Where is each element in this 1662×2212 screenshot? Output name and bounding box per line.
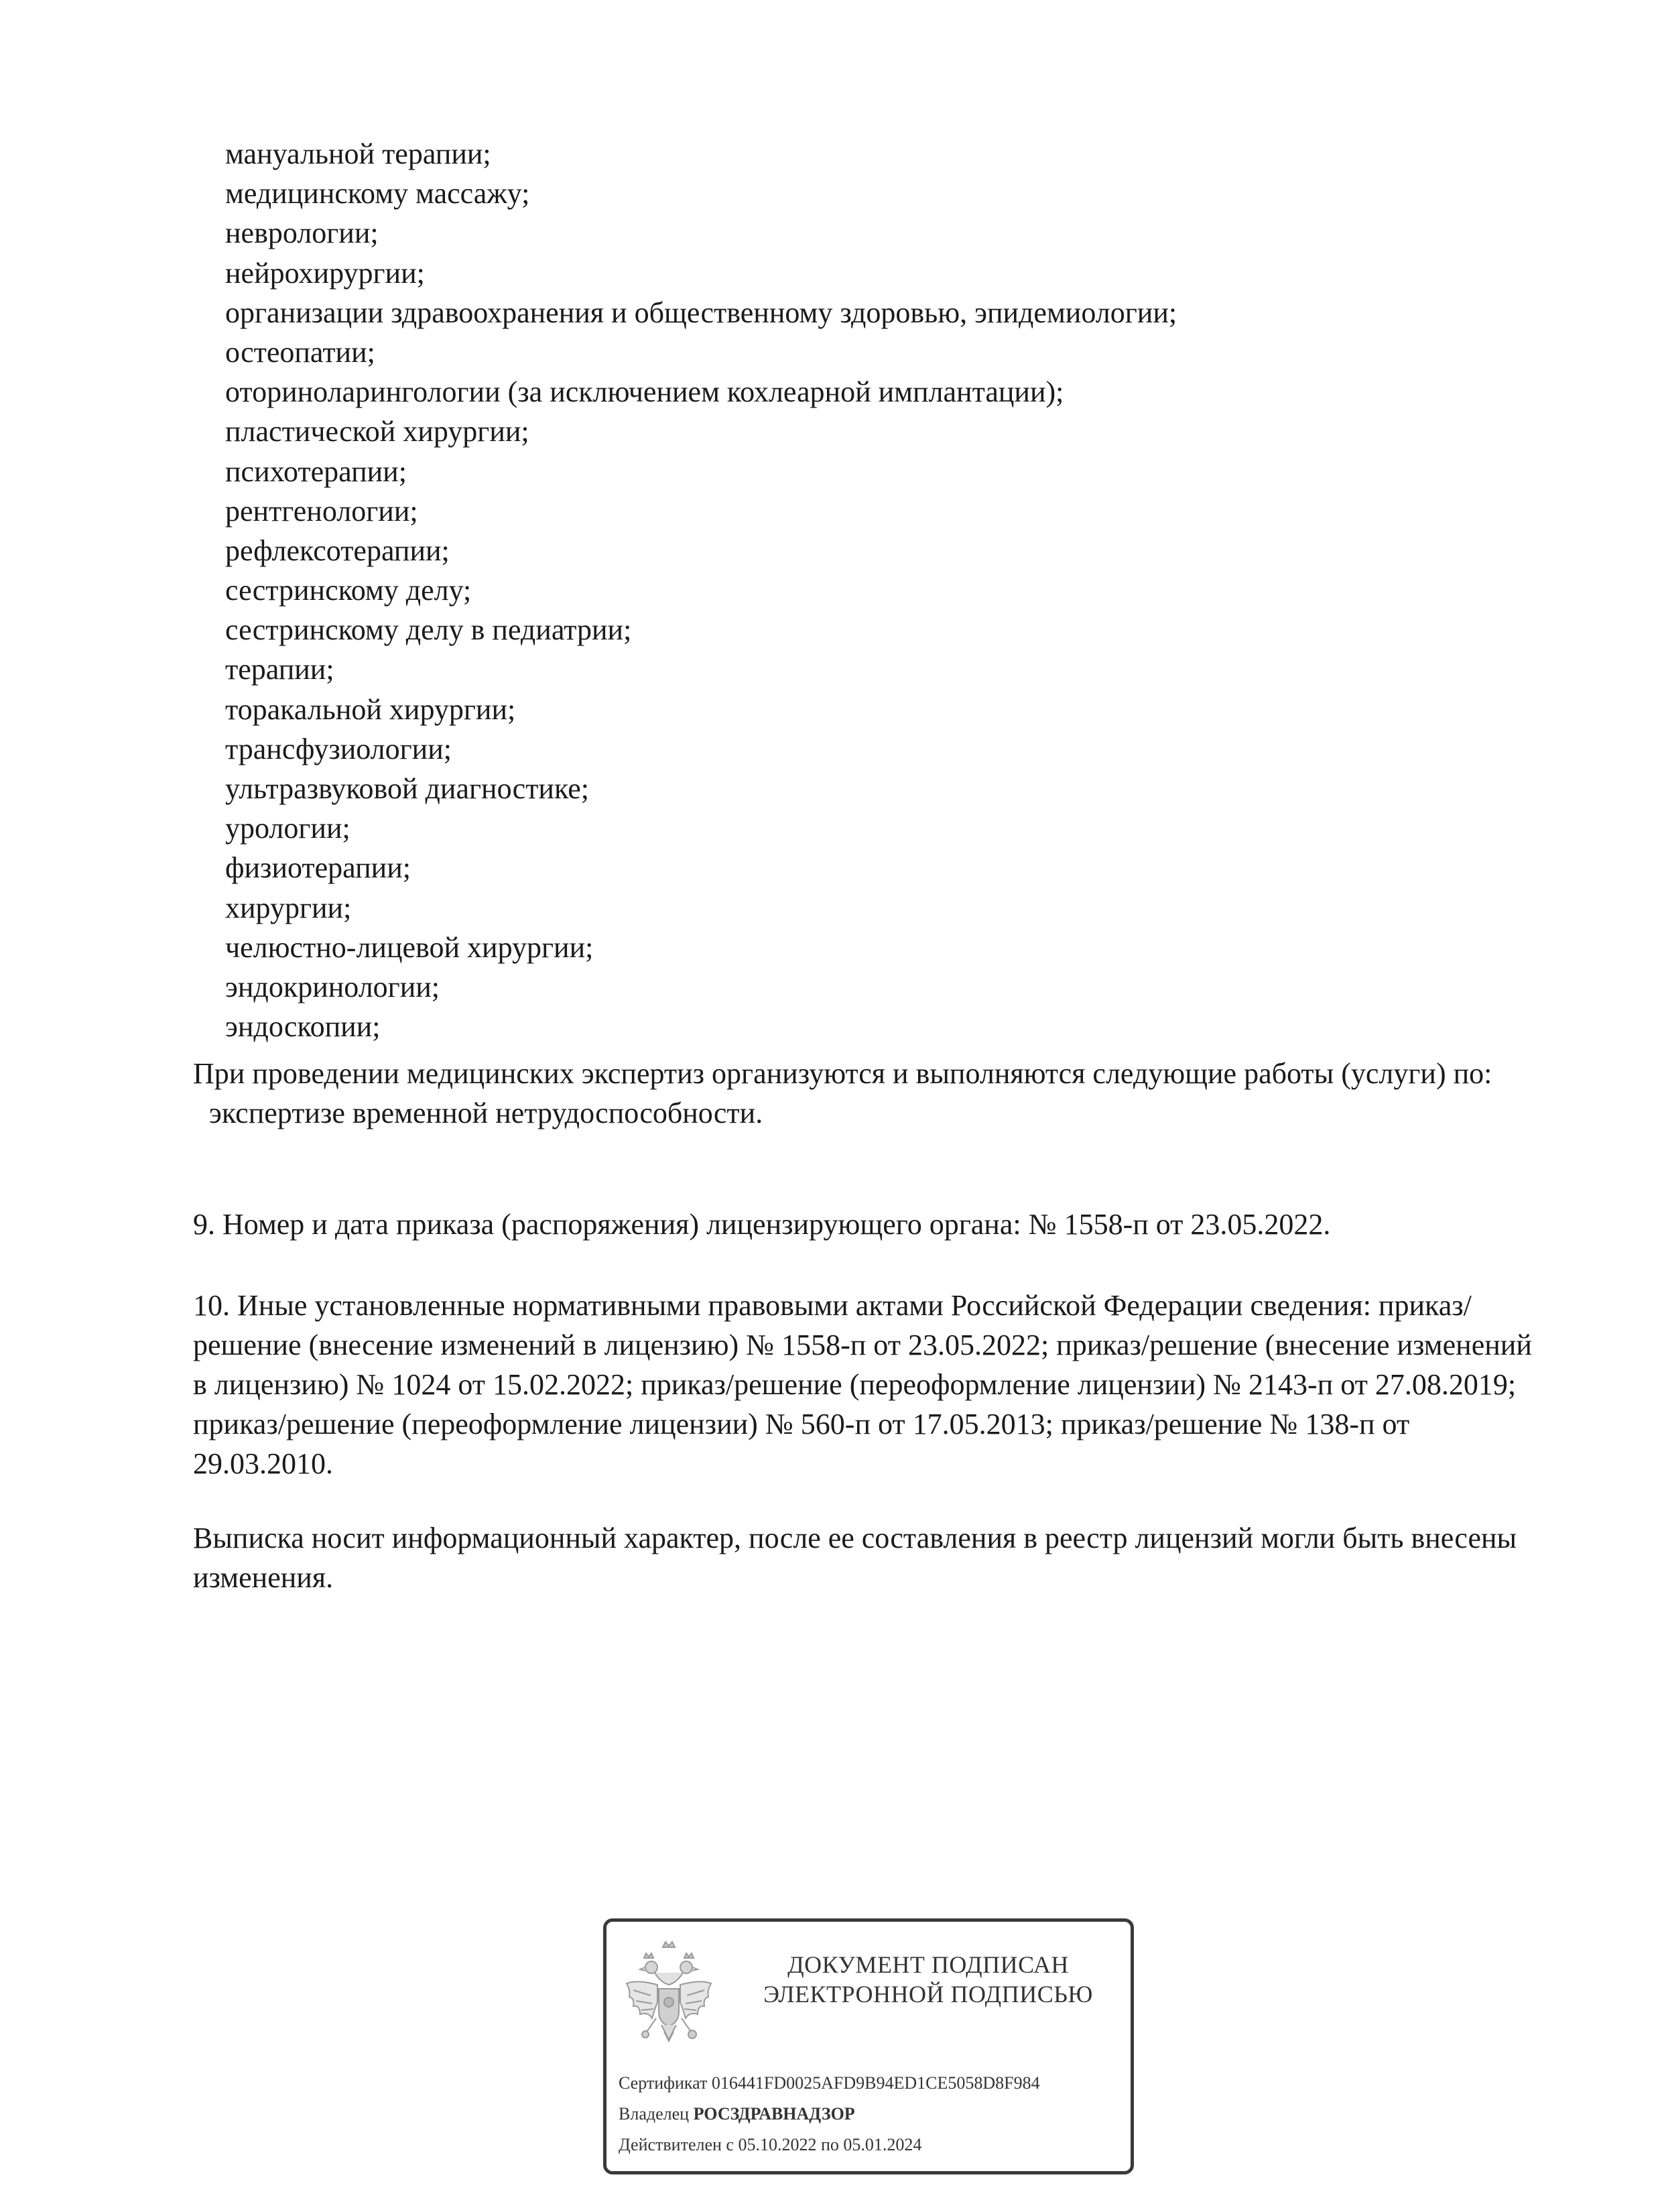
- owner-label: Владелец: [619, 2104, 690, 2124]
- list-item: медицинскому массажу;: [225, 177, 530, 210]
- stamp-details: [619, 2068, 1040, 2160]
- list-item: терапии;: [225, 653, 334, 686]
- expertise-item: экспертизе временной нетрудоспособности.: [209, 1097, 763, 1129]
- disclaimer-text: Выписка носит информационный характер, после ее составления в реестр лицензий могли быть внесены изменения.: [193, 1522, 1517, 1594]
- other-info-paragraph: [193, 1286, 1540, 1483]
- order-number-text: 9. Номер и дата приказа (распоряжения) лицензирующего органа: № 1558-п от 23.05.2022.: [193, 1208, 1331, 1241]
- list-item: торакальной хирургии;: [225, 692, 516, 726]
- list-item: неврологии;: [225, 217, 379, 250]
- certificate-value: 016441FD0025AFD9B94ED1CE5058D8F984: [711, 2073, 1040, 2093]
- other-info-text: 10. Иные установленные нормативными правовыми актами Российской Федерации сведения: приказ/решение (внесение изменений в лицензию) № 1558-п от 23.05.2022; приказ/решение (внесение изменений в лицензию) № 1024 от 15.02.2022; приказ/решение (переоформление лицензии) № 2143-п от 27.08.2019; приказ/решение (переоформление лицензии) № 560-п от 17.05.2013; приказ/решение № 138-п от 29.03.2010.: [193, 1289, 1532, 1480]
- list-item: сестринскому делу;: [225, 574, 472, 607]
- expertise-intro: При проведении медицинских экспертиз организуются и выполняются следующие работы (услуги) по:: [193, 1057, 1492, 1090]
- list-item: трансфузиологии;: [225, 732, 452, 765]
- list-item: сестринскому делу в педиатрии;: [225, 613, 632, 647]
- electronic-signature-stamp: [603, 1918, 1134, 2174]
- list-item: челюстно-лицевой хирургии;: [225, 930, 594, 964]
- list-item: остеопатии;: [225, 335, 375, 369]
- list-item: оториноларингологии (за исключением кохлеарной имплантации);: [225, 375, 1064, 409]
- list-item: ультразвуковой диагностике;: [225, 772, 590, 805]
- list-item: урологии;: [225, 812, 350, 845]
- list-item: эндоскопии;: [225, 1010, 381, 1044]
- stamp-title-line: ДОКУМЕНТ ПОДПИСАН: [787, 1951, 1069, 1978]
- expertise-section: [193, 1054, 1540, 1133]
- list-item: психотерапии;: [225, 454, 407, 488]
- list-item: нейрохирургии;: [225, 256, 425, 290]
- list-item: эндокринологии;: [225, 970, 440, 1003]
- list-item: физиотерапии;: [225, 851, 411, 885]
- stamp-title-line: ЭЛЕКТРОННОЙ ПОДПИСЬЮ: [763, 1981, 1093, 2008]
- stamp-title: [734, 1950, 1123, 2009]
- disclaimer-paragraph: [193, 1518, 1540, 1597]
- certificate-label: Сертификат: [619, 2073, 708, 2093]
- order-number-paragraph: [193, 1205, 1540, 1244]
- owner-row: [619, 2099, 1040, 2130]
- list-item: мануальной терапии;: [225, 137, 491, 170]
- double-headed-eagle-emblem-icon: [621, 1938, 716, 2059]
- list-item: пластической хирургии;: [225, 415, 529, 448]
- owner-value: РОСЗДРАВНАДЗОР: [693, 2104, 855, 2124]
- validity-row: Действителен с 05.10.2022 по 05.01.2024: [619, 2135, 922, 2154]
- activity-list: [225, 134, 1177, 1046]
- list-item: организации здравоохранения и общественному здоровью, эпидемиологии;: [225, 296, 1177, 329]
- list-item: рентгенологии;: [225, 494, 418, 528]
- list-item: хирургии;: [225, 891, 352, 924]
- list-item: рефлексотерапии;: [225, 534, 450, 567]
- certificate-row: [619, 2068, 1040, 2099]
